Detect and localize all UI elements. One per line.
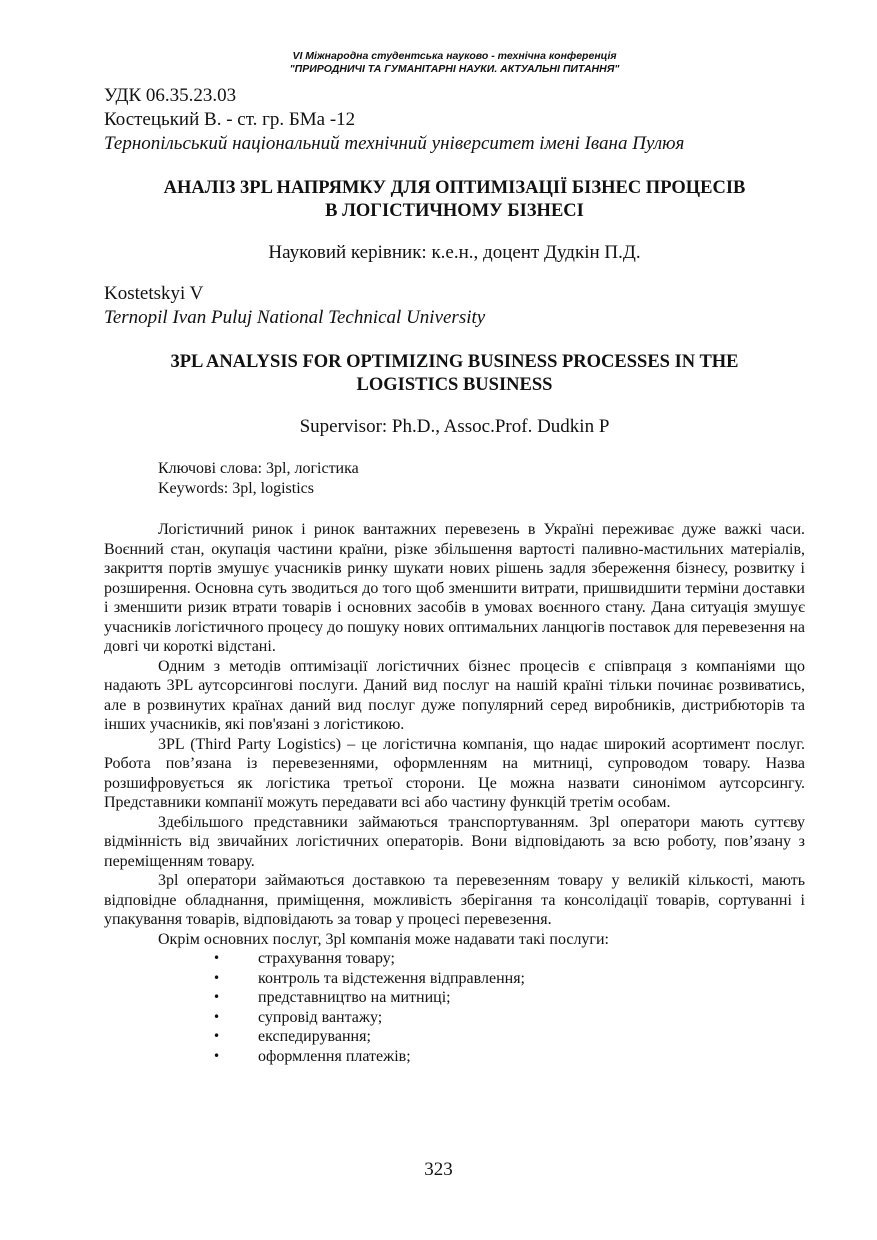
body-paragraph: Окрім основних послуг, 3pl компанія може надавати такі послуги:: [158, 930, 609, 948]
university-ua: Тернопільський національний технічний університет імені Івана Пулюя: [104, 133, 685, 154]
list-item: [104, 1027, 805, 1047]
title-en-line-2: LOGISTICS BUSINESS: [356, 375, 553, 395]
list-item: [104, 949, 805, 969]
list-item-text: експедирування;: [258, 1028, 371, 1045]
list-item: [104, 1047, 805, 1067]
bullet-icon: •: [213, 990, 221, 1004]
university-en: Ternopil Ivan Puluj National Technical University: [104, 307, 486, 328]
author-ua: Костецький В. - ст. гр. БМа -12: [104, 109, 356, 130]
bullet-icon: •: [213, 951, 221, 965]
keywords-block: [158, 459, 805, 499]
body-paragraph: Здебільшого представники займаються транспортуванням. 3pl оператори мають суттєву відмінність від звичайних логістичних операторів. Вони відповідають за всю роботу, пов’язану з переміщенням товару.: [104, 813, 805, 870]
conference-header: [94, 50, 815, 76]
list-item-text: представництво на митниці;: [258, 989, 451, 1006]
author-en: Kostetskyi V: [104, 283, 204, 304]
list-item-text: контроль та відстеження відправлення;: [258, 969, 525, 987]
body-paragraph: 3pl оператори займаються доставкою та перевезенням товару у великій кількості, мають відповідне обладнання, приміщення, можливість зберігання та консолідації товарів, сортуванні і упакування товарів, відповідають за товар у процесі перевезення.: [104, 872, 805, 928]
bullet-icon: •: [213, 970, 221, 985]
conference-name: VI Міжнародна студентська науково - технічна конференція: [292, 50, 617, 62]
supervisor-en: Supervisor: Ph.D., Assoc.Prof. Dudkin P: [299, 416, 610, 437]
keywords-en: Keywords: 3pl, logistics: [158, 480, 314, 497]
author-block-en: [104, 282, 805, 330]
list-item-text: супровід вантажу;: [258, 1008, 383, 1026]
body-paragraph: Одним з методів оптимізації логістичних бізнес процесів є співпраця з компаніями що надають 3PL аутсорсингові послуги. Даний вид послуг на нашій країні тільки починає розвиватись, але в розвинутих країнах даний вид послуг дуже популярний серед виробників, дистрибюторів та інших учасників, які пов'язані з логістикою.: [104, 657, 805, 733]
title-ua-line-2: В ЛОГІСТИЧНОМУ БІЗНЕСІ: [325, 201, 584, 221]
supervisor-ua: Науковий керівник: к.е.н., доцент Дудкін П.Д.: [268, 242, 641, 263]
udc-code: УДК 06.35.23.03: [104, 85, 237, 106]
list-item-text: оформлення платежів;: [258, 1047, 411, 1065]
paper-body: [104, 520, 805, 1066]
services-list: [104, 949, 805, 1066]
bullet-icon: •: [213, 1009, 221, 1024]
bullet-icon: •: [213, 1048, 221, 1063]
title-ua-line-1: АНАЛІЗ 3PL НАПРЯМКУ ДЛЯ ОПТИМІЗАЦІЇ БІЗНЕС ПРОЦЕСІВ: [163, 178, 746, 198]
keywords-ua: Ключові слова: 3pl, логістика: [158, 460, 359, 477]
conference-theme: "ПРИРОДНИЧІ ТА ГУМАНІТАРНІ НАУКИ. АКТУАЛЬНІ ПИТАННЯ": [289, 63, 620, 75]
list-item-text: страхування товару;: [258, 950, 395, 967]
title-en-line-1: 3PL ANALYSIS FOR OPTIMIZING BUSINESS PROCESSES IN THE: [170, 352, 739, 372]
body-paragraph: 3PL (Third Party Logistics) – це логістична компанія, що надає широкий асортимент послуг. Робота пов’язана із перевезеннями, оформленням на митниці, супроводом товару. Назва розшифровується як логістика третьої сторони. Це можна назвати синонімом аутсорсингу. Представники компанії можуть передавати всі або частину функцій третім особам.: [104, 735, 805, 811]
list-item: [104, 969, 805, 989]
page-number: 323: [424, 1159, 453, 1180]
paper-title-ua: [104, 177, 805, 223]
body-paragraph: Логістичний ринок і ринок вантажних перевезень в Україні переживає дуже важкі часи. Воєнний стан, окупація частини країни, різке збільшення вартості паливно-мастильних матеріалів, закриття портів змушує учасників ринку шукати нових рішень задля збереження бізнесу, розвитку і розширення. Основна суть зводиться до того щоб зменшити витрати, пришвидшити терміни доставки і зменшити ризик втрати товарів і основних засобів в умовах воєнного стану. Дана ситуація змушує учасників логістичного процесу до пошуку нових оптимальних ланцюгів поставок для перевезення на довгі чи короткі відстані.: [104, 521, 805, 655]
paper-title-en: [104, 351, 805, 397]
list-item: [104, 988, 805, 1008]
bullet-icon: •: [213, 1029, 221, 1043]
list-item: [104, 1008, 805, 1028]
